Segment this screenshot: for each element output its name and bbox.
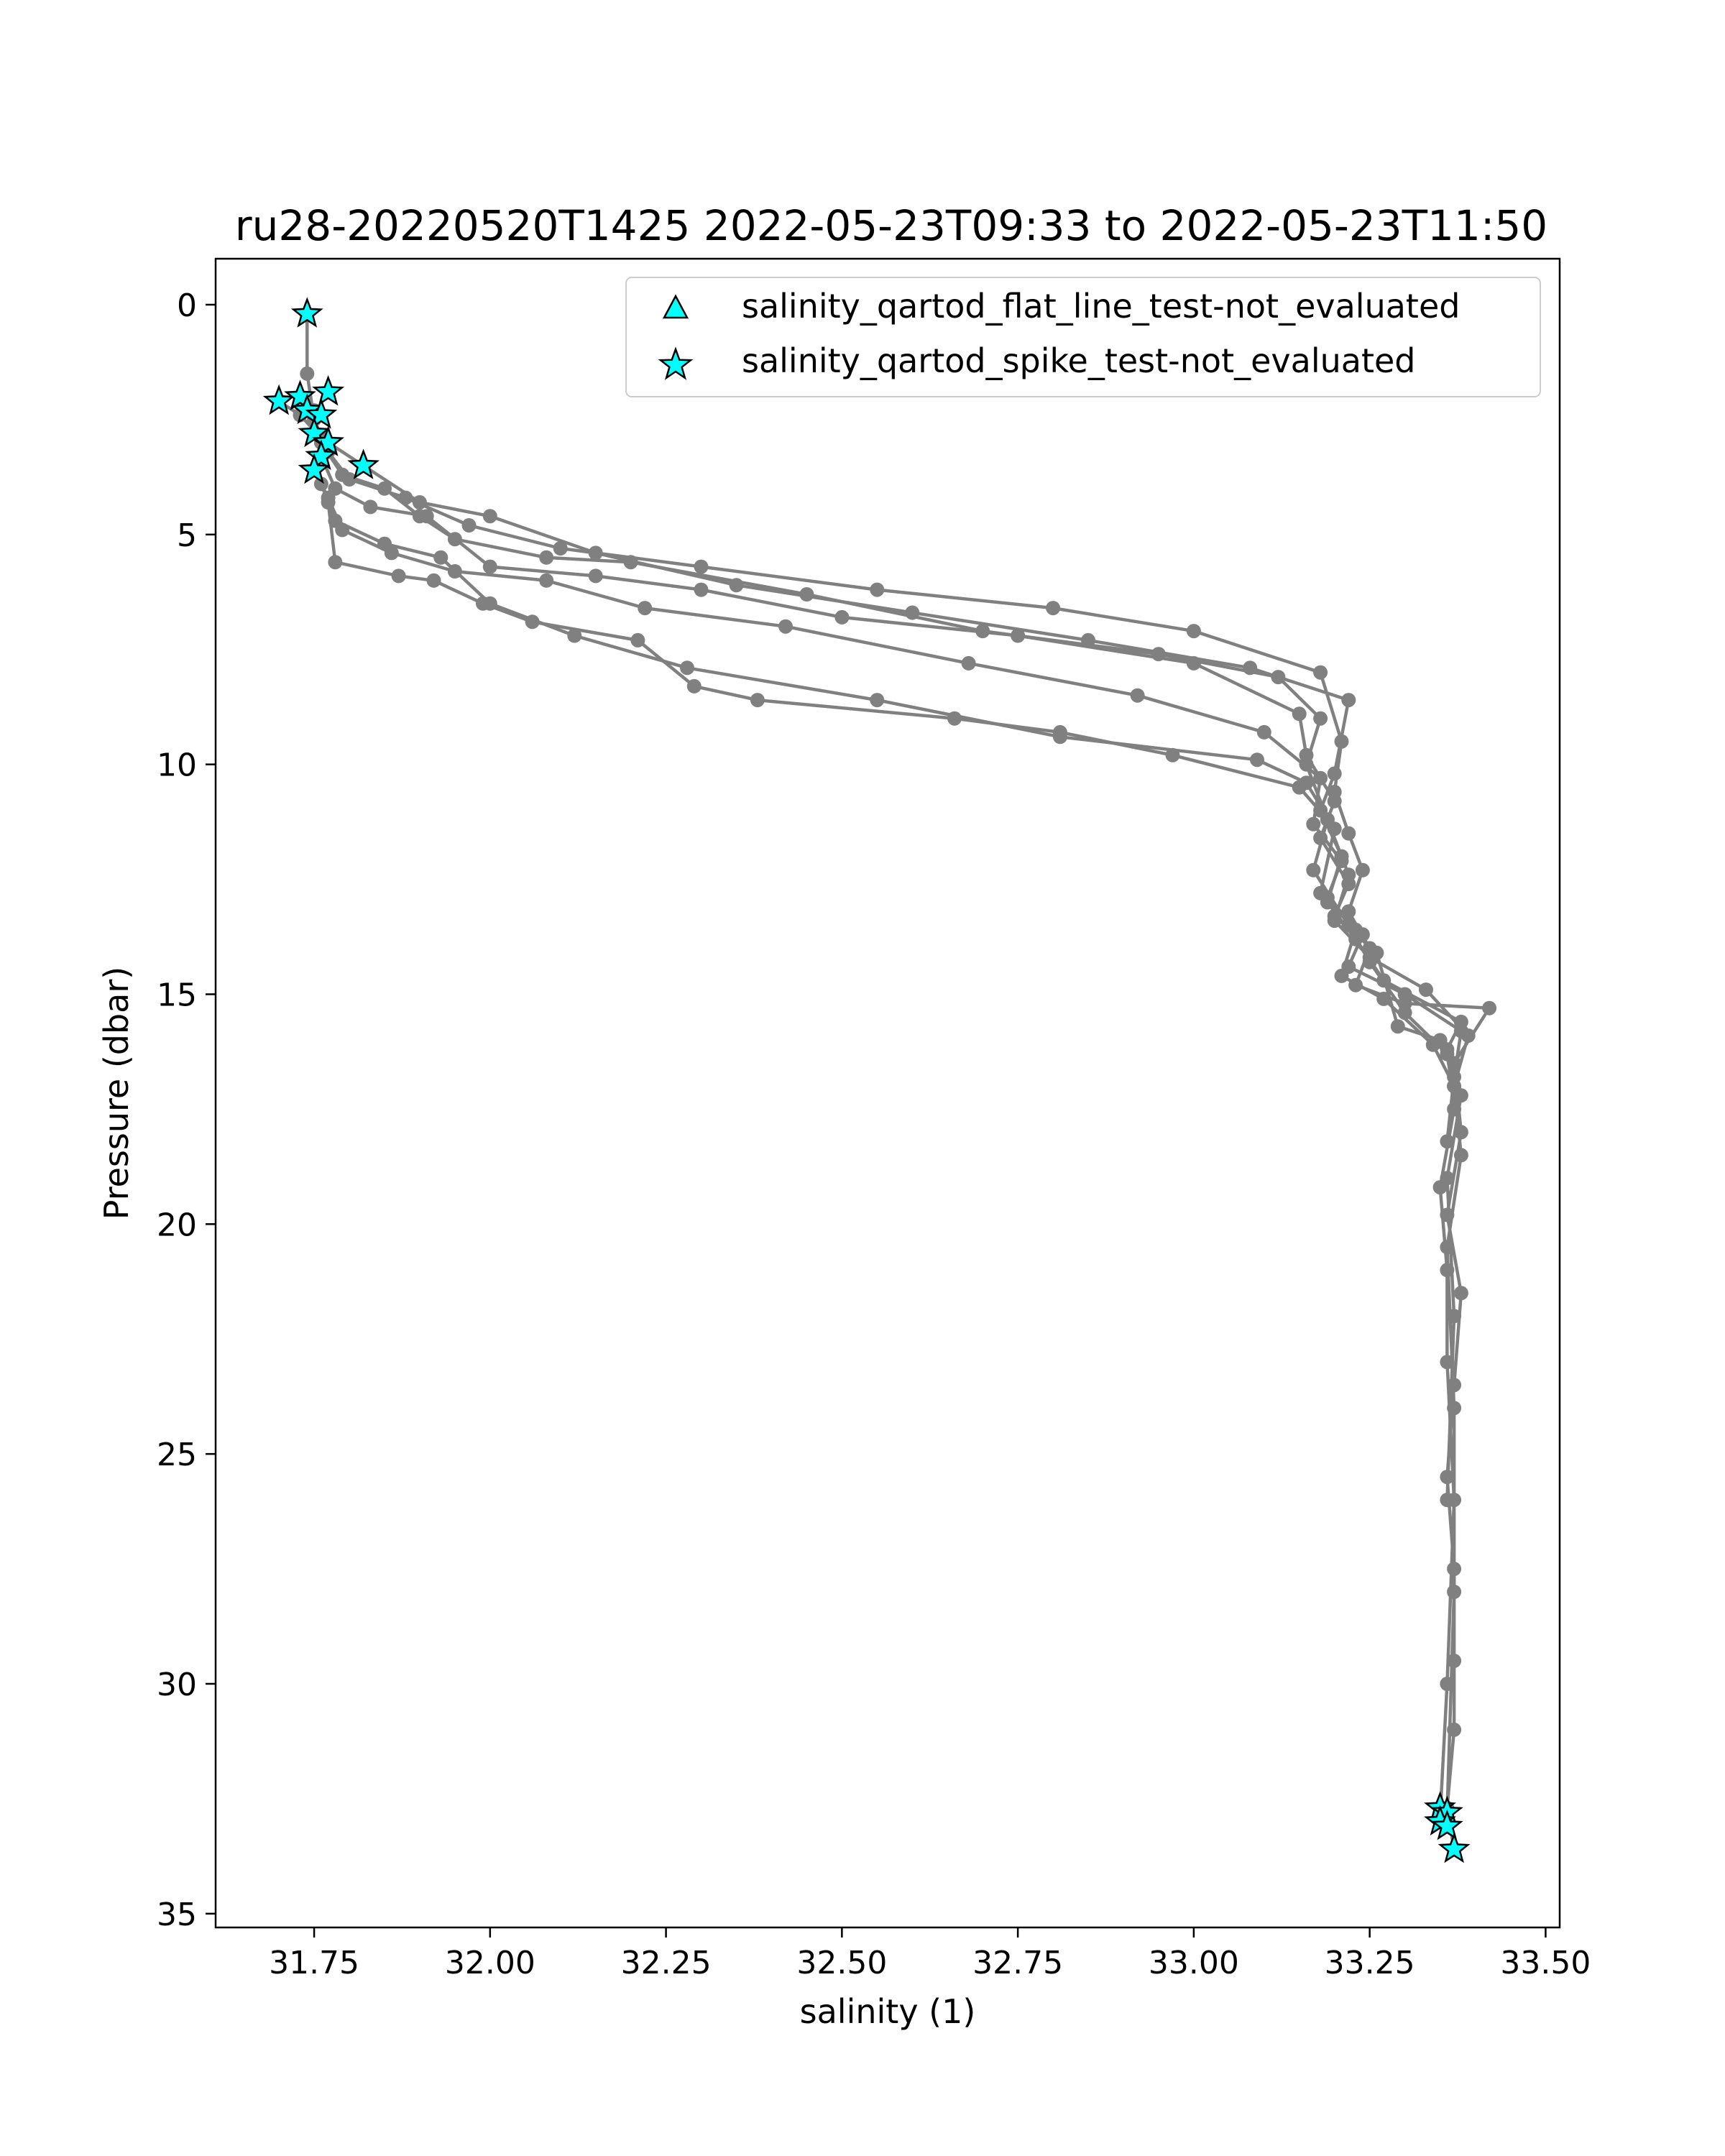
data-point [462, 518, 477, 533]
y-tick-label: 0 [177, 287, 197, 324]
data-point [589, 545, 603, 560]
x-tick-label: 33.50 [1500, 1945, 1591, 1981]
data-point [377, 482, 392, 496]
data-point [1419, 982, 1433, 997]
data-point [799, 587, 814, 602]
data-point [539, 550, 553, 565]
y-tick-label: 35 [157, 1896, 197, 1933]
y-tick-label: 5 [177, 517, 197, 554]
data-point [624, 555, 638, 569]
x-tick-label: 33.00 [1148, 1945, 1239, 1981]
data-point [1187, 656, 1201, 671]
y-axis-label: Pressure (dbar) [97, 966, 136, 1220]
data-point [1292, 780, 1307, 795]
data-point [680, 660, 694, 675]
data-point [1341, 918, 1356, 933]
x-tick-label: 31.75 [269, 1945, 360, 1981]
data-point [1454, 1286, 1468, 1300]
data-point [1166, 748, 1180, 763]
y-tick-label: 20 [157, 1207, 197, 1244]
data-point [525, 614, 540, 629]
data-point [483, 560, 497, 574]
data-point [1053, 725, 1067, 740]
data-point [392, 568, 406, 583]
data-point [1313, 665, 1328, 680]
data-point [1447, 1079, 1461, 1093]
data-point [1300, 748, 1314, 763]
chart-title: ru28-20220520T1425 2022-05-23T09:33 to 2022-05-23T11:50 [234, 201, 1548, 250]
data-point [1440, 1047, 1454, 1061]
legend-entry-spike: salinity_qartod_spike_test-not_evaluated [742, 341, 1416, 380]
data-point [638, 601, 652, 615]
data-point [1482, 1001, 1496, 1015]
data-point [1313, 711, 1328, 726]
legend-entry-flat-line: salinity_qartod_flat_line_test-not_evaluated [742, 287, 1460, 326]
data-point [1454, 1024, 1468, 1038]
x-tick-label: 32.50 [796, 1945, 888, 1981]
data-point [589, 568, 603, 583]
data-point [1363, 955, 1377, 969]
data-point [1391, 1019, 1405, 1033]
data-point [870, 693, 884, 707]
data-point [1335, 854, 1349, 868]
data-point [476, 596, 490, 611]
data-point [1341, 693, 1356, 707]
data-point [1356, 863, 1370, 877]
data-point [363, 499, 377, 514]
y-tick-label: 30 [157, 1666, 197, 1703]
data-point [694, 583, 709, 597]
data-point [1440, 1493, 1454, 1507]
data-point [539, 573, 553, 588]
data-point [947, 711, 962, 726]
data-point [1011, 629, 1025, 643]
data-point [1454, 1148, 1468, 1162]
data-point [1328, 766, 1342, 780]
data-point [1398, 987, 1412, 1002]
data-point [1440, 1171, 1454, 1185]
data-point [321, 495, 336, 510]
y-tick-label: 10 [157, 747, 197, 784]
data-point [1187, 624, 1201, 638]
data-point [834, 610, 849, 625]
data-point [778, 619, 793, 634]
data-point [427, 573, 441, 588]
data-point [420, 509, 434, 523]
y-tick-label: 25 [157, 1437, 197, 1474]
data-point [1306, 817, 1320, 831]
data-point [335, 468, 349, 482]
data-point [1341, 826, 1356, 841]
data-point [1313, 771, 1328, 786]
data-point [1292, 706, 1307, 721]
data-point [1376, 992, 1391, 1006]
data-point [1257, 725, 1271, 740]
data-point [377, 537, 392, 551]
data-point [1398, 1005, 1412, 1020]
data-point [687, 679, 702, 694]
data-point [1131, 688, 1145, 703]
x-tick-label: 32.25 [620, 1945, 712, 1981]
x-tick-label: 32.75 [972, 1945, 1064, 1981]
x-tick-label: 33.25 [1324, 1945, 1415, 1981]
data-point [1271, 670, 1285, 684]
data-point [300, 367, 314, 381]
data-point [1328, 794, 1342, 808]
x-axis-label: salinity (1) [799, 1992, 976, 2031]
data-point [328, 555, 342, 569]
data-point [1320, 812, 1335, 826]
data-point [750, 693, 765, 707]
data-point [1341, 877, 1356, 891]
y-tick-label: 15 [157, 977, 197, 1014]
legend [626, 277, 1540, 397]
data-point [1440, 1134, 1454, 1148]
data-point [1306, 863, 1320, 877]
data-point [483, 509, 497, 523]
data-point [1250, 752, 1264, 767]
data-point [630, 633, 645, 648]
data-point [433, 550, 448, 565]
data-point [1447, 1585, 1461, 1599]
data-point [1335, 969, 1349, 983]
data-point [962, 656, 976, 671]
data-point [1046, 601, 1060, 615]
data-point [1447, 1309, 1461, 1323]
data-point [694, 560, 709, 574]
x-tick-label: 32.00 [444, 1945, 535, 1981]
data-point [413, 495, 427, 510]
data-point [870, 583, 884, 597]
